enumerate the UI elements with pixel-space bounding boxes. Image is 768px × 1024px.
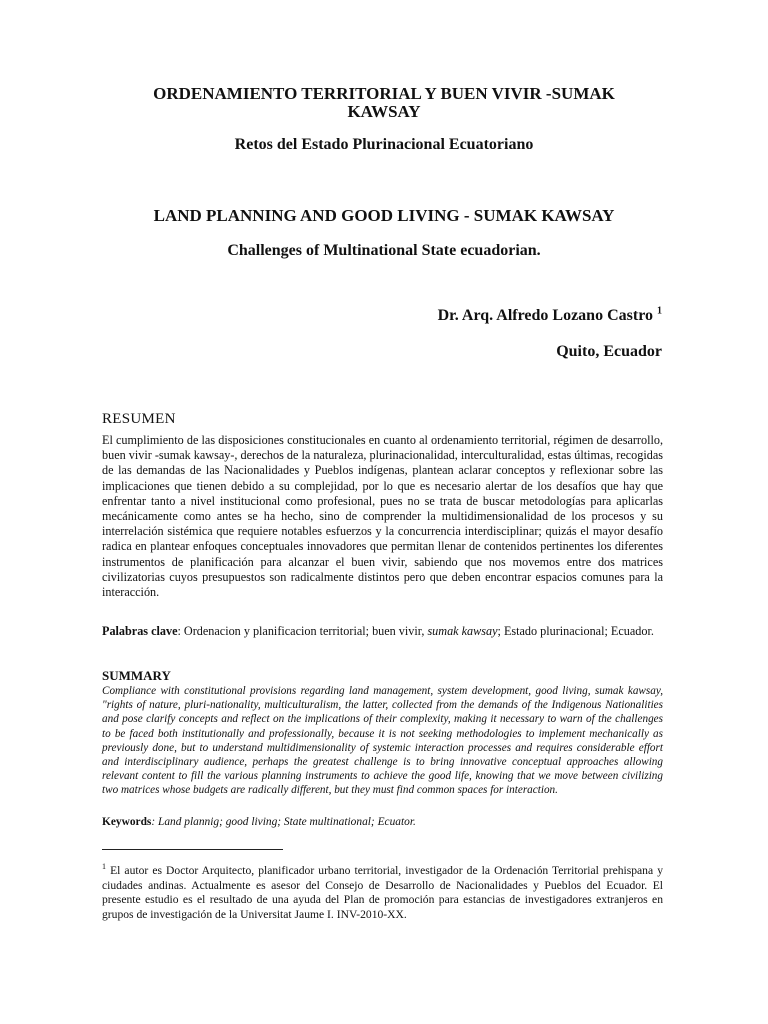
author-footnote-marker: 1 [657,305,662,317]
subtitle-english: Challenges of Multinational State ecuadorian. [227,242,541,259]
summary-heading: SUMMARY [102,668,171,683]
footnote [102,864,663,922]
author-line [438,307,662,325]
footnote-text: El autor es Doctor Arquitecto, planificador urbano territorial, investigador de la Ordenación Territorial prehispana y ciudades andinas. Actualmente es asesor del Consejo de Desarrollo de Nacionalidades y Pueblos del Ecuador. El presente estudio es el resultado de una ayuda del Plan de promoción para estancias de investigadores extranjeros en grupos de investigación de la Universitat Jaume I. INV-2010-XX. [102,864,663,921]
keywords-spanish-text-2: ; Estado plurinacional; Ecuador. [497,624,654,638]
title-english: LAND PLANNING AND GOOD LIVING - SUMAK KAWSAY [153,206,615,225]
title-spanish: ORDENAMIENTO TERRITORIAL Y BUEN VIVIR -SUMAK KAWSAY [153,84,615,121]
keywords-english-label: Keywords [102,816,152,828]
keywords-spanish-label: Palabras clave [102,624,178,638]
resumen-heading: RESUMEN [102,411,176,427]
footnote-marker: 1 [102,862,106,872]
keywords-spanish-text-1: : Ordenacion y planificacion territorial; buen vivir, [177,624,428,638]
keywords-spanish-italic: sumak kawsay [427,624,498,638]
author-name: Dr. Arq. Alfredo Lozano Castro [437,307,653,324]
keywords-english [102,815,663,829]
resumen-body: El cumplimiento de las disposiciones constitucionales en cuanto al ordenamiento territorial, régimen de desarrollo, buen vivir -sumak kawsay-, derechos de la naturaleza, plurinacionalidad, interculturalidad, estas últimas, recogidas de las demandas de las Nacionalidades y Pueblos indígenas, plantean aclarar conceptos y reflexionar sobre las implicaciones que tienen debido a su complejidad, por lo que es necesario alertar de los desafíos que hay que enfrentar tanto a nivel institucional como profesional, pues no se trata de buscar metodologías para aplicarlas mecánicamente como antes se ha hecho, sino de comprender la multidimensionalidad de los procesos y su interrelación sistémica que requiere notables esfuerzos y la concurrencia interdisciplinar; quizás el mayor desafío radica en plantear enfoques conceptuales innovadores que permitan llenar de contenidos pertinentes los diferentes instrumentos de planificación para alcanzar el buen vivir, sabiendo que nos movemos entre dos matrices civilizatorias cuyos presupuestos son radicalmente distintos pero que deben encontrar espacios comunes para la interacción. [102,433,663,600]
author-location: Quito, Ecuador [556,343,662,360]
keywords-spanish [102,624,663,639]
footnote-separator [102,849,283,850]
summary-body: Compliance with constitutional provisions regarding land management, system development, good living, sumak kawsay, "rights of nature, pluri-nationality, multiculturalism, the latter, collected from the demands of the Indigenous Nationalities and pose clarify concepts and reflect on the implications of their complexity, making it necessary to warn of the challenges to be faced both institutionally and professionally, because it is not seeking methodologies to implement mechanically as previously done, but to understand multidimensionality of systemic interaction processes and requires considerable effort and interdisciplinary audience, perhaps the greatest challenge is to bring innovative conceptual approaches allowing relevant content to fill the various planning instruments to achieve the good life, knowing that we move between civilizing two matrices whose budgets are radically different, but they must find common spaces for interaction. [102,685,663,797]
keywords-english-text: : Land plannig; good living; State multinational; Ecuator. [151,816,416,828]
subtitle-spanish: Retos del Estado Plurinacional Ecuatoriano [234,136,534,153]
